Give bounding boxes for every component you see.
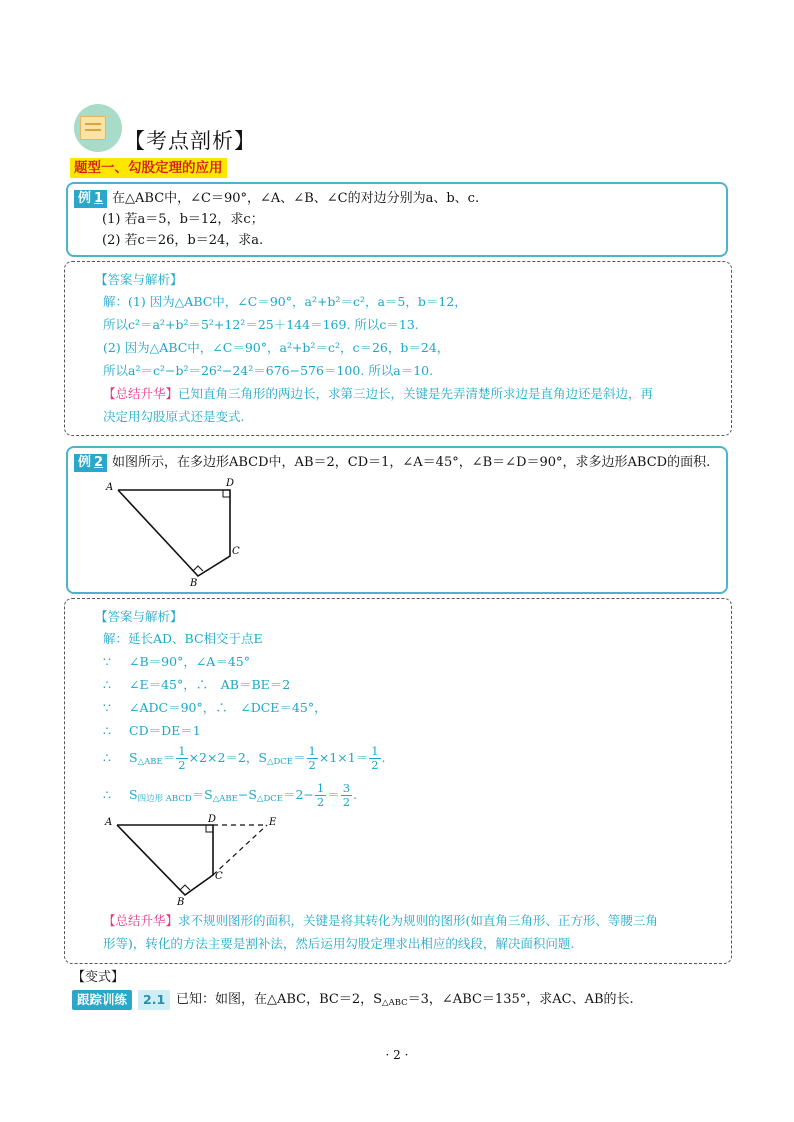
question-text: ＝3，∠ABC＝135°，求AC、AB的长. bbox=[407, 992, 634, 1007]
numerator: 1 bbox=[371, 744, 379, 758]
example-tag-label: 例 bbox=[78, 191, 92, 206]
label-d: D bbox=[226, 478, 235, 489]
label-b: B bbox=[190, 578, 198, 588]
answer-1-line-4: 所以a²＝c²−b²＝26²−24²＝676−576＝100. 所以a＝10. bbox=[103, 363, 434, 378]
line-text: ×2×2＝2，S bbox=[188, 750, 267, 765]
example-2-box bbox=[66, 446, 728, 594]
example-tag-label: 例 bbox=[78, 455, 92, 470]
numerator: 1 bbox=[316, 781, 325, 795]
label-d: D bbox=[208, 814, 217, 825]
because-symbol: ∵ bbox=[103, 654, 111, 669]
because-symbol: ∵ bbox=[103, 700, 111, 715]
stem-prefix: 在 bbox=[112, 191, 126, 206]
right-angle-mark-b bbox=[193, 566, 203, 571]
answer-2-line-5 bbox=[103, 721, 201, 741]
example-1-q1: (1) 若a＝5，b＝12，求c； bbox=[102, 212, 264, 227]
label-b: B bbox=[177, 897, 185, 908]
denominator: 2 bbox=[342, 795, 351, 809]
therefore-symbol: ∴ bbox=[103, 750, 111, 765]
section-title: 【考点剖析】 bbox=[124, 129, 256, 153]
answer-2-line-6 bbox=[103, 743, 386, 777]
label-a: A bbox=[105, 817, 113, 828]
subscript: △ABC bbox=[382, 998, 408, 1008]
example-1-tag bbox=[74, 190, 107, 208]
fraction-three-halves bbox=[341, 782, 352, 809]
stem-text: △ABC中，∠C＝90°，∠A、∠B、∠C的对边分别为a、b、c. bbox=[125, 191, 480, 206]
line-text: ×1×1＝ bbox=[318, 750, 369, 765]
area-symbol: S bbox=[129, 750, 138, 765]
subscript: △ABE bbox=[212, 794, 238, 804]
answer-2-summary bbox=[103, 911, 658, 931]
subscript: 四边形 ABCD bbox=[137, 794, 192, 804]
denominator: 2 bbox=[316, 795, 325, 809]
right-angle-mark-d bbox=[206, 825, 213, 832]
label-a: A bbox=[106, 482, 114, 493]
tracking-practice-tag: 跟踪训练 bbox=[72, 990, 132, 1010]
label-c: C bbox=[232, 546, 240, 557]
example-number: 2 bbox=[94, 455, 104, 470]
subscript: △DCE bbox=[266, 757, 293, 767]
area-symbol: S bbox=[129, 787, 138, 802]
answer-2-heading: 【答案与解析】 bbox=[95, 609, 183, 624]
denominator: 2 bbox=[308, 758, 316, 772]
quadrilateral-figure bbox=[98, 476, 278, 588]
answer-1-heading: 【答案与解析】 bbox=[95, 272, 183, 287]
equals: ＝ bbox=[293, 750, 306, 765]
answer-1-line-1: 解：(1) 因为△ABC中，∠C＝90°，a²+b²＝c²，a＝5，b＝12， bbox=[103, 294, 467, 309]
page-number: · 2 · bbox=[385, 1048, 409, 1062]
denominator: 2 bbox=[371, 758, 379, 772]
answer-2-line-4 bbox=[103, 698, 327, 718]
fraction-half bbox=[369, 745, 380, 772]
fraction-half bbox=[176, 745, 187, 772]
answer-1-summary-2: 决定用勾股原式还是变式. bbox=[103, 409, 245, 424]
fraction-half bbox=[315, 782, 326, 809]
equals: ＝ bbox=[327, 787, 340, 802]
numerator: 1 bbox=[178, 744, 186, 758]
example-1-stem bbox=[112, 189, 479, 209]
tracking-practice-number: 2.1 bbox=[138, 990, 170, 1010]
answer-2-box bbox=[64, 598, 732, 964]
extension-ce bbox=[213, 825, 267, 875]
summary-text: 已知直角三角形的两边长，求第三边长，关键是先弄清楚所求边是直角边还是斜边，再 bbox=[178, 386, 654, 401]
line-text: −S bbox=[237, 787, 257, 802]
line-text: ＝S bbox=[191, 787, 213, 802]
question-text: 已知：如图，在△ABC，BC＝2，S bbox=[176, 992, 383, 1007]
line-text: ∠E＝45°，∴ AB＝BE＝2 bbox=[129, 677, 291, 692]
extended-figure bbox=[95, 813, 315, 909]
summary-label: 【总结升华】 bbox=[103, 913, 179, 928]
answer-1-summary bbox=[103, 384, 653, 404]
example-1-q2: (2) 若c＝26，b＝24，求a. bbox=[102, 233, 264, 248]
line-text: ＝2− bbox=[282, 787, 314, 802]
example-1-box bbox=[66, 182, 728, 257]
example-2-stem: 如图所示，在多边形ABCD中，AB＝2，CD＝1，∠A＝45°，∠B＝∠D＝90°，求多边形ABCD的面积. bbox=[112, 455, 711, 470]
equals: ＝ bbox=[162, 750, 176, 765]
answer-2-line-7 bbox=[103, 780, 357, 814]
variant-question bbox=[176, 990, 634, 1013]
topic-heading: 题型一、勾股定理的应用 bbox=[70, 158, 227, 178]
answer-2-line-1: 解：延长AD、BC相交于点E bbox=[103, 631, 263, 646]
example-number: 1 bbox=[94, 191, 104, 206]
numerator: 3 bbox=[342, 781, 351, 795]
therefore-symbol: ∴ bbox=[103, 723, 111, 738]
answer-1-line-2: 所以c²＝a²+b²＝5²+12²＝25＋144＝169. 所以c＝13. bbox=[103, 317, 419, 332]
answer-2-summary-2: 形等)，转化的方法主要是割补法，然后运用勾股定理求出相应的线段，解决面积问题. bbox=[103, 936, 575, 951]
numerator: 1 bbox=[308, 744, 316, 758]
summary-label: 【总结升华】 bbox=[103, 386, 179, 401]
right-angle-mark-d bbox=[223, 490, 230, 497]
figure-outline bbox=[118, 490, 230, 576]
label-c: C bbox=[215, 871, 223, 882]
subscript: △DCE bbox=[256, 794, 283, 804]
therefore-symbol: ∴ bbox=[103, 677, 111, 692]
answer-1-box bbox=[64, 261, 732, 436]
variant-label: 【变式】 bbox=[72, 970, 125, 985]
book-icon bbox=[80, 116, 106, 140]
therefore-symbol: ∴ bbox=[103, 787, 111, 802]
line-text: CD＝DE＝1 bbox=[129, 723, 201, 738]
fraction-half bbox=[307, 745, 318, 772]
label-e: E bbox=[269, 817, 277, 828]
period: . bbox=[381, 750, 386, 765]
summary-text: 求不规则图形的面积，关键是将其转化为规则的图形(如直角三角形、正方形、等腰三角 bbox=[178, 913, 658, 928]
example-2-tag bbox=[74, 454, 107, 472]
answer-2-line-2 bbox=[103, 652, 250, 672]
period: . bbox=[353, 787, 358, 802]
right-angle-mark-b bbox=[180, 885, 190, 890]
answer-1-line-3: (2) 因为△ABC中，∠C＝90°，a²+b²＝c²，c＝26，b＝24， bbox=[103, 340, 450, 355]
answer-2-line-3 bbox=[103, 675, 290, 695]
figure-outline bbox=[117, 825, 213, 895]
line-text: ∠ADC＝90°，∴ ∠DCE＝45°， bbox=[129, 700, 327, 715]
subscript: △ABE bbox=[137, 757, 163, 767]
line-text: ∠B＝90°，∠A＝45° bbox=[129, 654, 250, 669]
denominator: 2 bbox=[178, 758, 186, 772]
